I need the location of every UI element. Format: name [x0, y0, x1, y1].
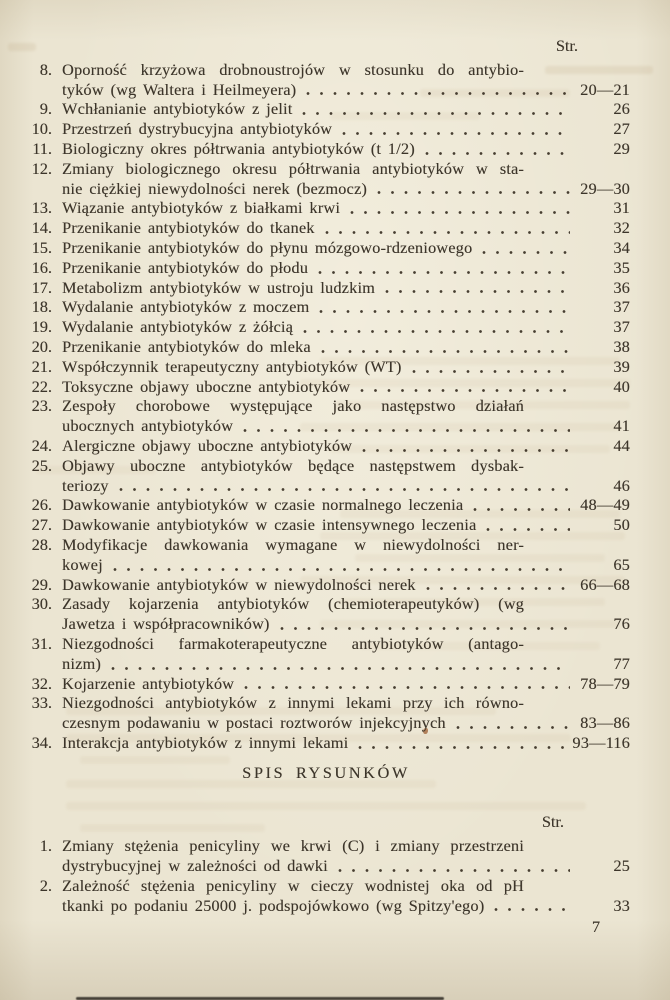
entry-number: 12. [31, 158, 52, 178]
entry-number: 16. [31, 257, 52, 277]
entry-content [52, 119, 630, 139]
entry-page-number: 50 [613, 515, 630, 535]
entry-final-line [62, 119, 630, 139]
toc-entry [22, 535, 630, 575]
entry-final-line [62, 238, 630, 258]
entry-content [52, 238, 630, 258]
entry-number: 2. [39, 875, 52, 895]
entry-text-line: Przenikanie antybiotyków do tkanek [62, 218, 315, 238]
entry-final-line [62, 896, 630, 916]
entry-number: 24. [31, 435, 52, 455]
entry-page-number: 35 [613, 257, 630, 277]
entry-page-number: 44 [613, 435, 630, 455]
entry-content [52, 198, 630, 218]
entry-text-line: Interakcja antybiotyków z innymi lekami [62, 732, 349, 752]
entry-content [52, 693, 630, 733]
toc-entry [22, 99, 630, 119]
entry-text-line: Toksyczne objawy uboczne antybiotyków [62, 376, 351, 396]
leader-dots [302, 111, 570, 116]
entry-content [52, 278, 630, 298]
entry-final-line [62, 515, 630, 535]
entry-final-line [62, 377, 630, 397]
entry-content [52, 515, 630, 535]
entry-text-line: dystrybucyjnej w zależności od dawki [62, 856, 328, 876]
entry-page-number: 27 [613, 119, 630, 139]
leader-dots [350, 210, 570, 215]
entry-page-number: 29—30 [580, 178, 630, 198]
figures-page-column-header: Str. [541, 812, 564, 832]
entry-page-number: 38 [613, 336, 630, 356]
toc-entry [22, 733, 630, 753]
toc-entry [22, 357, 630, 377]
entry-text-line: Wydalanie antybiotyków z żółcią [62, 317, 294, 337]
entry-text-line: Metabolizm antybiotyków w ustroju ludzkim [62, 277, 376, 297]
entry-page-number: 29 [613, 138, 630, 158]
leader-dots [473, 507, 570, 512]
entry-text-line: kowej [62, 554, 103, 574]
entry-content [52, 836, 630, 876]
leader-dots [303, 329, 570, 334]
entry-text-line: Dawkowanie antybiotyków w niewydolności nerek [62, 574, 416, 594]
toc-entry [22, 238, 630, 258]
entry-text-line: Biologiczny okres półtrwania antybiotyków (t 1/2) [62, 138, 415, 158]
entry-content [52, 456, 630, 496]
entry-page-number: 39 [613, 356, 630, 376]
leader-dots [306, 91, 570, 96]
entry-final-line [62, 416, 630, 436]
entry-number: 31. [31, 633, 52, 653]
toc-entry [22, 139, 630, 159]
entry-number: 9. [39, 99, 52, 119]
entry-content [52, 357, 630, 377]
entry-text-line: nie ciężkiej niewydolności nerek (bezmocz) [62, 178, 367, 198]
entry-content [52, 258, 630, 278]
entry-final-line [62, 476, 630, 496]
entry-content [52, 159, 630, 199]
toc-entry [22, 278, 630, 298]
entry-content [52, 594, 630, 634]
entry-text-line: Niezgodności antybiotyków z innymi lekami przy ich równo- [62, 693, 524, 713]
entry-text-line: Współczynnik terapeutyczny antybiotyków (WT) [62, 356, 402, 376]
entry-final-line [62, 555, 630, 575]
toc-entry [22, 693, 630, 733]
leader-dots [425, 151, 570, 156]
entry-number: 11. [32, 138, 52, 158]
toc-entry [22, 634, 630, 674]
leader-dots [360, 388, 570, 393]
leader-dots [243, 428, 570, 433]
entry-number: 19. [31, 317, 52, 337]
toc-entry [22, 436, 630, 456]
entry-text-line: Zmiany stężenia penicyliny we krwi (C) i zmiany przestrzeni [62, 836, 524, 856]
entry-final-line [62, 317, 630, 337]
entry-number: 23. [31, 396, 52, 416]
toc-entry [22, 396, 630, 436]
entry-page-number: 41 [613, 416, 630, 436]
entry-text-line: Dawkowanie antybiotyków w czasie normalnego leczenia [62, 495, 464, 515]
entry-final-line [62, 357, 630, 377]
entry-content [52, 495, 630, 515]
leader-dots [325, 230, 570, 235]
entry-final-line [62, 139, 630, 159]
leader-dots [385, 289, 570, 294]
entry-text-line: Przenikanie antybiotyków do mleka [62, 336, 311, 356]
entry-number: 34. [31, 732, 52, 752]
entry-page-number: 65 [613, 554, 630, 574]
entry-content [52, 535, 630, 575]
entry-number: 29. [31, 574, 52, 594]
toc-entry [22, 456, 630, 496]
entry-number: 27. [31, 515, 52, 535]
entry-page-number: 66—68 [580, 574, 630, 594]
leader-dots [456, 725, 570, 730]
entry-page-number: 36 [613, 277, 630, 297]
entry-page-number: 77 [613, 653, 630, 673]
figures-list [22, 836, 630, 915]
entry-text-line: Wydalanie antybiotyków z moczem [62, 297, 310, 317]
toc-entry [22, 495, 630, 515]
entry-page-number: 48—49 [580, 495, 630, 515]
entry-final-line [62, 436, 630, 456]
entry-final-line [62, 654, 630, 674]
entry-number: 30. [31, 594, 52, 614]
leader-dots [319, 309, 570, 314]
entry-number: 14. [31, 218, 52, 238]
leader-dots [321, 349, 570, 354]
leader-dots [426, 586, 570, 591]
entry-number: 22. [31, 376, 52, 396]
entry-number: 20. [31, 336, 52, 356]
entry-text-line: tkanki po podaniu 25000 j. podspojówkowo (wg Spitzy'ego) [62, 895, 485, 915]
entry-content [52, 436, 630, 456]
entry-content [52, 139, 630, 159]
toc-entry [22, 159, 630, 199]
entry-content [52, 575, 630, 595]
toc-entry [22, 594, 630, 634]
leader-dots [338, 868, 570, 873]
entry-content [52, 634, 630, 674]
entry-number: 32. [31, 673, 52, 693]
figures-entry [22, 876, 630, 916]
entry-page-number: 34 [613, 237, 630, 257]
entry-text-line: Kojarzenie antybiotyków [62, 673, 235, 693]
leader-dots [318, 270, 570, 275]
entry-text-line: Przenikanie antybiotyków do płodu [62, 257, 309, 277]
entry-number: 26. [31, 495, 52, 515]
entry-final-line [62, 258, 630, 278]
entry-page-number: 31 [613, 198, 630, 218]
entry-number: 1. [39, 836, 52, 856]
entry-page-number: 25 [613, 856, 630, 876]
toc-entry [22, 377, 630, 397]
entry-page-number: 32 [613, 218, 630, 238]
entry-content [52, 377, 630, 397]
toc-section [22, 60, 630, 753]
figures-entry [22, 836, 630, 876]
entry-text-line: Wiązanie antybiotyków z białkami krwi [62, 198, 341, 218]
entry-number: 10. [31, 119, 52, 139]
entry-final-line [62, 99, 630, 119]
entry-content [52, 297, 630, 317]
entry-content [52, 337, 630, 357]
leader-dots [342, 131, 570, 136]
entry-number: 25. [31, 455, 52, 475]
leader-dots [412, 369, 570, 374]
figures-heading: SPIS RYSUNKÓW [242, 762, 410, 782]
entry-text-line: Zależność stężenia penicyliny w cieczy wodnistej oka od pH [62, 875, 524, 895]
toc-entry [22, 218, 630, 238]
entry-page-number: 78—79 [580, 673, 630, 693]
entry-content [52, 218, 630, 238]
entry-page-number: 37 [613, 297, 630, 317]
page-folio: 7 [591, 917, 600, 937]
entry-final-line [62, 495, 630, 515]
entry-content [52, 674, 630, 694]
leader-dots [113, 567, 570, 572]
toc-entry [22, 575, 630, 595]
entry-final-line [62, 278, 630, 298]
leader-dots [362, 448, 570, 453]
entry-page-number: 76 [613, 614, 630, 634]
entry-final-line [62, 674, 630, 694]
entry-content [52, 876, 630, 916]
leader-dots [482, 250, 570, 255]
entry-final-line [62, 179, 630, 199]
entry-text-line: Objawy uboczne antybiotyków będące następstwem dysbak- [62, 455, 524, 475]
entry-text-line: Modyfikacje dawkowania wymagane w niewydolności ner- [62, 534, 524, 554]
leader-dots [494, 907, 570, 912]
entry-number: 8. [39, 59, 52, 79]
entry-final-line [62, 198, 630, 218]
entry-number: 28. [31, 534, 52, 554]
entry-page-number: 20—21 [580, 79, 630, 99]
entry-final-line [62, 218, 630, 238]
leader-dots [486, 527, 570, 532]
entry-text-line: Alergiczne objawy uboczne antybiotyków [62, 435, 353, 455]
toc-entry [22, 297, 630, 317]
leader-dots [119, 487, 570, 492]
leader-dots [358, 745, 568, 750]
entry-text-line: Dawkowanie antybiotyków w czasie intensywnego leczenia [62, 515, 477, 535]
toc-entry [22, 60, 630, 100]
toc-entry [22, 198, 630, 218]
entry-number: 15. [31, 237, 52, 257]
toc-entry [22, 317, 630, 337]
entry-content [52, 733, 630, 753]
entry-number: 33. [31, 693, 52, 713]
leader-dots [280, 626, 570, 631]
entry-text-line: tyków (wg Waltera i Heilmeyera) [62, 79, 297, 99]
leader-dots [377, 190, 570, 195]
entry-text-line: Zasady kojarzenia antybiotyków (chemioterapeutyków) (wg [62, 594, 524, 614]
entry-page-number: 93—116 [572, 732, 630, 752]
entry-page-number: 40 [613, 376, 630, 396]
entry-content [52, 396, 630, 436]
toc-entry [22, 337, 630, 357]
entry-number: 21. [31, 356, 52, 376]
toc-entry [22, 258, 630, 278]
entry-final-line [62, 297, 630, 317]
entry-content [52, 317, 630, 337]
entry-page-number: 26 [613, 99, 630, 119]
entry-text-line: ubocznych antybiotyków [62, 416, 234, 436]
page-content [22, 36, 630, 915]
entry-number: 18. [31, 297, 52, 317]
entry-text-line: teriozy [62, 475, 109, 495]
entry-text-line: nizm) [62, 653, 101, 673]
entry-text-line: Zespoły chorobowe występujące jako następstwo działań [62, 396, 524, 416]
entry-text-line: Przestrzeń dystrybucyjna antybiotyków [62, 119, 333, 139]
entry-page-number: 83—86 [580, 713, 630, 733]
entry-page-number: 46 [613, 475, 630, 495]
entry-page-number: 37 [613, 317, 630, 337]
toc-page-column-header: Str. [555, 36, 578, 55]
entry-final-line [62, 614, 630, 634]
entry-page-number: 33 [613, 895, 630, 915]
entry-text-line: Wchłanianie antybiotyków z jelit [62, 99, 293, 119]
entry-text-line: Jawetza i współpracowników) [62, 614, 270, 634]
entry-final-line [62, 856, 630, 876]
toc-entry [22, 674, 630, 694]
entry-final-line [62, 733, 630, 753]
toc-entry [22, 515, 630, 535]
entry-final-line [62, 80, 630, 100]
entry-text-line: Niezgodności farmakoterapeutyczne antybiotyków (antago- [62, 633, 524, 653]
entry-text-line: Zmiany biologicznego okresu półtrwania antybiotyków w sta- [62, 158, 524, 178]
entry-text-line: Oporność krzyżowa drobnoustrojów w stosunku do antybio- [62, 59, 524, 79]
toc-entry [22, 119, 630, 139]
leader-dots [111, 666, 570, 671]
entry-text-line: czesnym podawaniu w postaci roztworów injekcyjnych [62, 713, 446, 733]
entry-number: 17. [31, 277, 52, 297]
entry-content [52, 99, 630, 119]
entry-final-line [62, 337, 630, 357]
entry-final-line [62, 575, 630, 595]
entry-text-line: Przenikanie antybiotyków do płynu mózgowo-rdzeniowego [62, 237, 473, 257]
entry-final-line [62, 713, 630, 733]
leader-dots [244, 685, 570, 690]
entry-number: 13. [31, 198, 52, 218]
entry-content [52, 60, 630, 100]
